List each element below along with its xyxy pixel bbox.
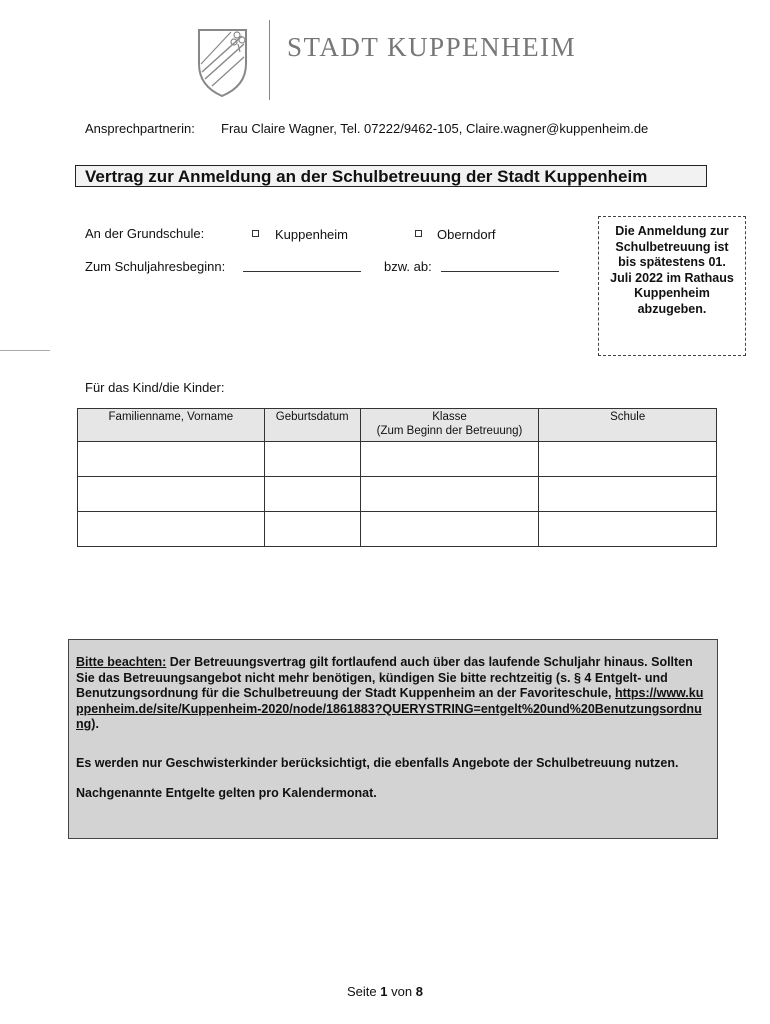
city-coat-of-arms-logo	[196, 24, 262, 98]
siblings-paragraph: Es werden nur Geschwisterkinder berücksichtigt, die ebenfalls Angebote der Schulbetreuung nutzen.	[76, 755, 679, 770]
table-cell[interactable]	[539, 442, 717, 477]
column-header-label: Schule	[610, 411, 646, 423]
column-header-sublabel: (Zum Beginn der Betreuung)	[376, 425, 523, 437]
column-header-label: Geburtsdatum	[275, 411, 349, 423]
attention-end: ).	[91, 717, 99, 731]
table-row	[78, 442, 717, 477]
table-cell[interactable]	[539, 512, 717, 547]
table-cell[interactable]	[78, 442, 265, 477]
table-row	[78, 477, 717, 512]
page-total: 8	[415, 984, 423, 999]
city-name: STADT KUPPENHEIM	[287, 32, 577, 62]
column-header-class	[360, 409, 539, 442]
fees-paragraph: Nachgenannte Entgelte gelten pro Kalendermonat.	[76, 786, 377, 800]
table-cell[interactable]	[539, 477, 717, 512]
alternative-start-label: bzw. ab:	[384, 259, 432, 274]
table-header-row	[78, 409, 717, 442]
table-row	[78, 512, 717, 547]
school-label: An der Grundschule:	[85, 226, 205, 241]
option-oberndorf-label: Oberndorf	[437, 227, 496, 242]
document-title-box	[75, 165, 707, 187]
margin-mark	[0, 350, 50, 351]
column-header-label: Klasse	[432, 411, 467, 423]
page-footer	[0, 984, 770, 999]
notice-box	[68, 639, 718, 839]
page-current: 1	[380, 984, 388, 999]
notice-content	[76, 655, 709, 802]
column-header-name	[78, 409, 265, 442]
page-prefix: Seite	[347, 984, 377, 999]
children-table	[77, 408, 717, 547]
checkbox-oberndorf[interactable]	[415, 230, 422, 237]
page-separator: von	[391, 984, 413, 999]
table-cell[interactable]	[360, 442, 539, 477]
column-header-school	[539, 409, 717, 442]
attention-paragraph	[76, 655, 709, 733]
school-year-start-label: Zum Schuljahresbeginn:	[85, 259, 226, 274]
checkbox-kuppenheim[interactable]	[252, 230, 259, 237]
table-cell[interactable]	[264, 512, 360, 547]
header-divider	[269, 20, 270, 100]
alternative-start-field[interactable]	[441, 271, 559, 272]
table-cell[interactable]	[360, 512, 539, 547]
table-cell[interactable]	[264, 442, 360, 477]
contact-info: Frau Claire Wagner, Tel. 07222/9462-105, Claire.wagner@kuppenheim.de	[221, 121, 649, 136]
table-cell[interactable]	[78, 477, 265, 512]
children-label: Für das Kind/die Kinder:	[85, 380, 225, 395]
column-header-birthdate	[264, 409, 360, 442]
column-header-label: Familienname, Vorname	[108, 411, 234, 423]
table-cell[interactable]	[78, 512, 265, 547]
table-cell[interactable]	[360, 477, 539, 512]
document-title: Vertrag zur Anmeldung an der Schulbetreuung der Stadt Kuppenheim	[85, 167, 648, 186]
table-cell[interactable]	[264, 477, 360, 512]
attention-text: Der Betreuungsvertrag gilt fortlaufend auch über das laufende Schuljahr hinaus. Sollten Sie das Betreuungsangebot nicht mehr benötigen, kündigen Sie bitte rechtzeitig (s. § 4 Entgelt- und Benutzungsordnung für die Schulbetreuung der Stadt Kuppenheim an der Favoriteschule,	[76, 655, 693, 700]
deadline-notice-text: Die Anmeldung zur Schulbetreuung ist bis spätestens 01. Juli 2022 im Rathaus Kuppenheim abzugeben.	[610, 224, 734, 316]
option-kuppenheim-label: Kuppenheim	[275, 227, 348, 242]
contact-label: Ansprechpartnerin:	[85, 121, 195, 136]
attention-label: Bitte beachten:	[76, 655, 167, 669]
school-year-start-field[interactable]	[243, 271, 361, 272]
fee-regulations-link[interactable]: https://www.kuppenheim.de/site/Kuppenheim-2020/node/1861883?QUERYSTRING=entgelt%20und%20Benutzungsordnung	[76, 686, 704, 731]
deadline-notice-box	[598, 216, 746, 356]
